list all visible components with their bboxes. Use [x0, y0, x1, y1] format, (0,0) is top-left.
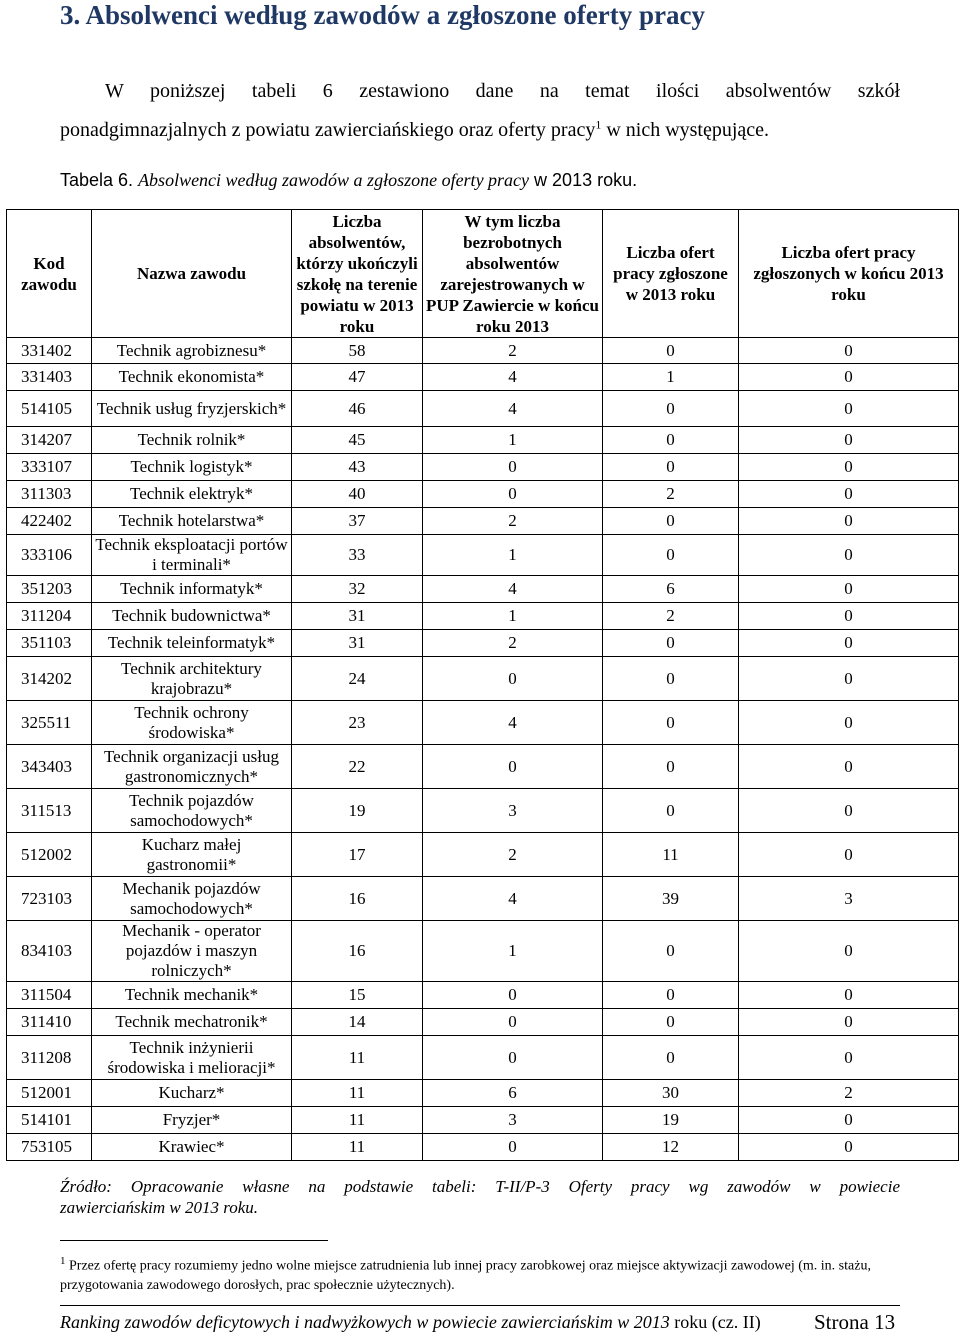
cell-offers-year: 0: [603, 535, 739, 576]
cell-unemployed: 3: [423, 789, 603, 833]
cell-code: 512001: [7, 1080, 92, 1107]
cell-graduates: 33: [292, 535, 423, 576]
source-line-2: zawierciańskim w 2013 roku.: [60, 1198, 259, 1217]
graduates-table: [6, 209, 959, 1161]
cell-unemployed: 0: [423, 454, 603, 481]
cell-offers-end: 0: [739, 1036, 959, 1080]
cell-unemployed: 4: [423, 391, 603, 427]
cell-offers-end: 0: [739, 982, 959, 1009]
cell-name: Technik rolnik*: [92, 427, 292, 454]
cell-unemployed: 4: [423, 701, 603, 745]
cell-offers-end: 2: [739, 1080, 959, 1107]
cell-code: 311513: [7, 789, 92, 833]
table-row: [7, 427, 959, 454]
table-row: [7, 603, 959, 630]
cell-name: Technik mechanik*: [92, 982, 292, 1009]
cell-unemployed: 6: [423, 1080, 603, 1107]
cell-unemployed: 4: [423, 576, 603, 603]
cell-offers-end: 0: [739, 701, 959, 745]
cell-unemployed: 2: [423, 833, 603, 877]
cell-graduates: 11: [292, 1080, 423, 1107]
cell-code: 311410: [7, 1009, 92, 1036]
footer-title-text: Ranking zawodów deficytowych i nadwyżkowych w powiecie zawierciańskim w 2013: [60, 1312, 670, 1332]
cell-code: 331402: [7, 338, 92, 364]
cell-offers-end: 0: [739, 535, 959, 576]
table-row: [7, 1080, 959, 1107]
table-row: [7, 454, 959, 481]
cell-offers-year: 39: [603, 877, 739, 921]
cell-name: Technik architektury krajobrazu*: [92, 657, 292, 701]
cell-offers-end: 0: [739, 1107, 959, 1134]
intro-line-1: W poniższej tabeli 6 zestawiono dane na temat ilości absolwentów szkół: [105, 80, 900, 102]
caption-label: Tabela 6.: [60, 170, 139, 190]
table-row: [7, 745, 959, 789]
cell-graduates: 22: [292, 745, 423, 789]
footnote-divider: [60, 1240, 328, 1241]
table-row: [7, 391, 959, 427]
cell-offers-year: 0: [603, 921, 739, 982]
cell-code: 311504: [7, 982, 92, 1009]
cell-graduates: 37: [292, 508, 423, 535]
table-row: [7, 630, 959, 657]
cell-name: Technik logistyk*: [92, 454, 292, 481]
cell-code: 333106: [7, 535, 92, 576]
cell-graduates: 11: [292, 1107, 423, 1134]
table-row: [7, 535, 959, 576]
cell-unemployed: 4: [423, 877, 603, 921]
cell-unemployed: 0: [423, 982, 603, 1009]
cell-name: Mechanik pojazdów samochodowych*: [92, 877, 292, 921]
cell-graduates: 16: [292, 877, 423, 921]
cell-unemployed: 0: [423, 1009, 603, 1036]
cell-name: Technik elektryk*: [92, 481, 292, 508]
cell-offers-year: 2: [603, 481, 739, 508]
cell-name: Technik eksploatacji portów i terminali*: [92, 535, 292, 576]
cell-offers-year: 0: [603, 630, 739, 657]
cell-code: 331403: [7, 364, 92, 391]
table-row: [7, 1107, 959, 1134]
cell-code: 311204: [7, 603, 92, 630]
cell-code: 512002: [7, 833, 92, 877]
cell-name: Technik informatyk*: [92, 576, 292, 603]
cell-offers-end: 0: [739, 454, 959, 481]
table-row: [7, 789, 959, 833]
cell-name: Technik usług fryzjerskich*: [92, 391, 292, 427]
caption-suffix: w 2013 roku.: [529, 170, 638, 190]
cell-offers-end: 0: [739, 630, 959, 657]
cell-unemployed: 0: [423, 745, 603, 789]
cell-code: 723103: [7, 877, 92, 921]
cell-offers-year: 0: [603, 1009, 739, 1036]
cell-code: 343403: [7, 745, 92, 789]
cell-offers-end: 0: [739, 789, 959, 833]
cell-code: 514105: [7, 391, 92, 427]
intro-line-2-text: ponadgimnazjalnych z powiatu zawierciańskiego oraz oferty pracy: [60, 119, 596, 141]
cell-code: 314202: [7, 657, 92, 701]
cell-unemployed: 1: [423, 603, 603, 630]
cell-graduates: 16: [292, 921, 423, 982]
cell-offers-end: 0: [739, 364, 959, 391]
cell-offers-end: 0: [739, 427, 959, 454]
cell-name: Kucharz*: [92, 1080, 292, 1107]
table-row: [7, 576, 959, 603]
cell-graduates: 17: [292, 833, 423, 877]
cell-name: Kucharz małej gastronomii*: [92, 833, 292, 877]
cell-code: 311303: [7, 481, 92, 508]
cell-offers-year: 0: [603, 1036, 739, 1080]
footer-divider: [60, 1305, 900, 1306]
table-row: [7, 338, 959, 364]
cell-offers-year: 0: [603, 427, 739, 454]
table-caption: [60, 170, 637, 191]
cell-name: Technik agrobiznesu*: [92, 338, 292, 364]
footer-title-suffix: roku (cz. II): [669, 1312, 761, 1332]
cell-offers-year: 0: [603, 789, 739, 833]
cell-name: Fryzjer*: [92, 1107, 292, 1134]
footnote-reference: 1: [595, 117, 602, 132]
cell-offers-year: 1: [603, 364, 739, 391]
cell-offers-end: 0: [739, 745, 959, 789]
cell-offers-year: 0: [603, 745, 739, 789]
table-row: [7, 701, 959, 745]
cell-unemployed: 2: [423, 338, 603, 364]
cell-offers-year: 0: [603, 454, 739, 481]
cell-unemployed: 1: [423, 921, 603, 982]
intro-line-2: [60, 111, 900, 150]
cell-offers-year: 30: [603, 1080, 739, 1107]
cell-graduates: 24: [292, 657, 423, 701]
cell-offers-year: 0: [603, 391, 739, 427]
cell-name: Technik pojazdów samochodowych*: [92, 789, 292, 833]
cell-unemployed: 2: [423, 630, 603, 657]
cell-offers-year: 0: [603, 982, 739, 1009]
cell-name: Technik ochrony środowiska*: [92, 701, 292, 745]
cell-graduates: 32: [292, 576, 423, 603]
cell-graduates: 19: [292, 789, 423, 833]
cell-offers-end: 0: [739, 338, 959, 364]
table-body: [7, 338, 959, 1161]
table-row: [7, 508, 959, 535]
cell-graduates: 58: [292, 338, 423, 364]
cell-unemployed: 0: [423, 1134, 603, 1161]
cell-graduates: 23: [292, 701, 423, 745]
cell-offers-year: 0: [603, 657, 739, 701]
cell-name: Technik budownictwa*: [92, 603, 292, 630]
cell-offers-end: 0: [739, 1009, 959, 1036]
cell-offers-year: 2: [603, 603, 739, 630]
cell-offers-year: 19: [603, 1107, 739, 1134]
source-line-1: Źródło: Opracowanie własne na podstawie tabeli: T-II/P-3 Oferty pracy wg zawodów w powiecie: [60, 1177, 900, 1196]
source-note: [60, 1176, 900, 1218]
caption-title: Absolwenci według zawodów a zgłoszone oferty pracy: [138, 170, 530, 190]
table-row: [7, 1009, 959, 1036]
cell-offers-end: 0: [739, 921, 959, 982]
cell-offers-end: 0: [739, 1134, 959, 1161]
cell-unemployed: 0: [423, 481, 603, 508]
table-row: [7, 481, 959, 508]
table-row: [7, 921, 959, 982]
table-row: [7, 1036, 959, 1080]
header-offers-end: Liczba ofert pracy zgłoszonych w końcu 2013 roku: [739, 210, 959, 338]
cell-offers-year: 0: [603, 701, 739, 745]
cell-code: 333107: [7, 454, 92, 481]
cell-offers-year: 11: [603, 833, 739, 877]
cell-unemployed: 3: [423, 1107, 603, 1134]
cell-offers-year: 0: [603, 508, 739, 535]
cell-code: 834103: [7, 921, 92, 982]
cell-code: 514101: [7, 1107, 92, 1134]
cell-graduates: 45: [292, 427, 423, 454]
cell-graduates: 47: [292, 364, 423, 391]
cell-code: 422402: [7, 508, 92, 535]
table-row: [7, 982, 959, 1009]
footnote-number: 1: [60, 1255, 66, 1267]
cell-name: Mechanik - operator pojazdów i maszyn rolniczych*: [92, 921, 292, 982]
cell-code: 314207: [7, 427, 92, 454]
table-header-row: [7, 210, 959, 338]
cell-graduates: 31: [292, 630, 423, 657]
cell-unemployed: 0: [423, 1036, 603, 1080]
cell-offers-end: 0: [739, 576, 959, 603]
header-graduates: Liczba absolwentów, którzy ukończyli szkołę na terenie powiatu w 2013 roku: [292, 210, 423, 338]
cell-offers-end: 0: [739, 391, 959, 427]
cell-offers-year: 0: [603, 338, 739, 364]
cell-graduates: 11: [292, 1134, 423, 1161]
cell-code: 351203: [7, 576, 92, 603]
header-unemployed: W tym liczba bezrobotnych absolwentów zarejestrowanych w PUP Zawiercie w końcu roku 2013: [423, 210, 603, 338]
cell-graduates: 46: [292, 391, 423, 427]
cell-code: 311208: [7, 1036, 92, 1080]
header-code: Kod zawodu: [7, 210, 92, 338]
cell-unemployed: 4: [423, 364, 603, 391]
cell-code: 325511: [7, 701, 92, 745]
cell-offers-year: 6: [603, 576, 739, 603]
cell-name: Technik inżynierii środowiska i melioracji*: [92, 1036, 292, 1080]
cell-offers-year: 12: [603, 1134, 739, 1161]
table-row: [7, 364, 959, 391]
table-row: [7, 877, 959, 921]
cell-graduates: 15: [292, 982, 423, 1009]
cell-name: Technik teleinformatyk*: [92, 630, 292, 657]
cell-name: Technik organizacji usług gastronomicznych*: [92, 745, 292, 789]
table-row: [7, 657, 959, 701]
footnote: [60, 1252, 900, 1295]
cell-offers-end: 3: [739, 877, 959, 921]
footer-title: [60, 1312, 761, 1333]
header-offers-year: Liczba ofert pracy zgłoszone w 2013 roku: [603, 210, 739, 338]
cell-offers-end: 0: [739, 657, 959, 701]
cell-unemployed: 2: [423, 508, 603, 535]
cell-graduates: 11: [292, 1036, 423, 1080]
header-name: Nazwa zawodu: [92, 210, 292, 338]
cell-name: Technik ekonomista*: [92, 364, 292, 391]
cell-name: Technik mechatronik*: [92, 1009, 292, 1036]
intro-paragraph: [60, 72, 900, 150]
cell-unemployed: 0: [423, 657, 603, 701]
cell-graduates: 43: [292, 454, 423, 481]
cell-offers-end: 0: [739, 508, 959, 535]
cell-name: Technik hotelarstwa*: [92, 508, 292, 535]
cell-unemployed: 1: [423, 535, 603, 576]
intro-line-2-tail: w nich występujące.: [601, 119, 770, 141]
cell-offers-end: 0: [739, 603, 959, 630]
table-row: [7, 833, 959, 877]
page-number: Strona 13: [814, 1310, 896, 1334]
cell-graduates: 31: [292, 603, 423, 630]
section-heading: 3. Absolwenci według zawodów a zgłoszone oferty pracy: [60, 0, 705, 30]
cell-code: 351103: [7, 630, 92, 657]
cell-offers-end: 0: [739, 481, 959, 508]
footnote-text: Przez ofertę pracy rozumiemy jedno wolne miejsce zatrudnienia lub innej pracy zarobkowej oraz miejsce aktywizacji zawodowej (m. in. stażu, przygotowania zawodowego dorosłych, prac społecznie użytecznych).: [60, 1258, 871, 1293]
cell-unemployed: 1: [423, 427, 603, 454]
cell-code: 753105: [7, 1134, 92, 1161]
cell-offers-end: 0: [739, 833, 959, 877]
cell-graduates: 40: [292, 481, 423, 508]
cell-graduates: 14: [292, 1009, 423, 1036]
cell-name: Krawiec*: [92, 1134, 292, 1161]
table-row: [7, 1134, 959, 1161]
